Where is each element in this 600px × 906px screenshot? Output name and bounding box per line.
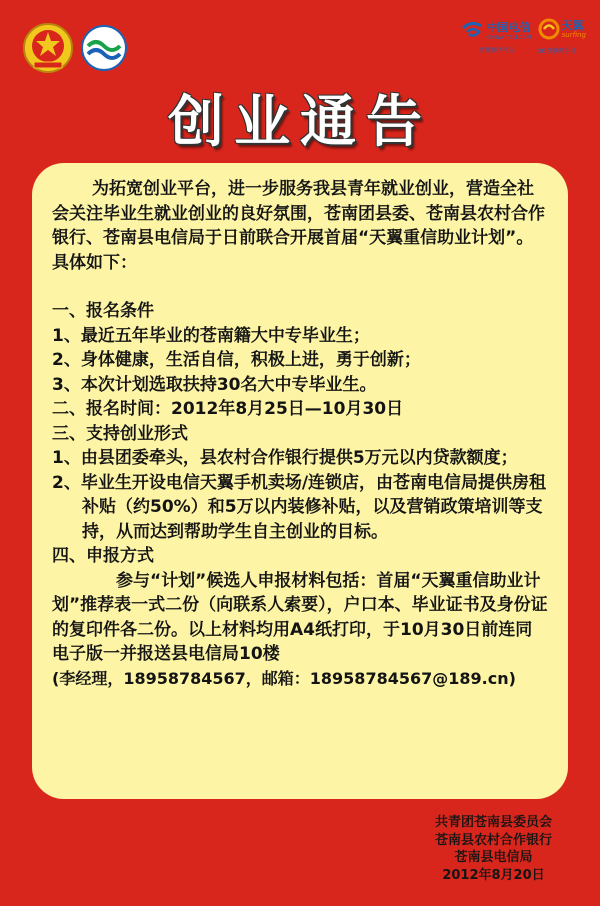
bank-logo-icon [80, 24, 128, 72]
section-4-heading: 四、申报方式 [52, 546, 154, 566]
page-title: 创业通告 [168, 90, 432, 155]
telecom-en: CHINA TELECOM [486, 35, 532, 41]
signature-org: 苍南县电信局 [454, 850, 533, 865]
section-1-item: 1、最近五年毕业的苍南籍大中专毕业生； [52, 325, 370, 346]
section-4-body: 参与“计划”候选人申报材料包括：首届“天翼重信助业计划”推荐表一式二份（向联系人索要），户口本、毕业证书及身份证的复印件各二份。以上材料均用A4纸打印，于10月30日前连同电子版一并报送县电信局10楼 [52, 570, 548, 664]
right-logos [461, 18, 586, 55]
telecom-name: 中国电信 [486, 21, 531, 34]
tianyi-swirl-icon [538, 18, 560, 40]
tianyi-en: surfing [561, 30, 586, 39]
section-3-item: 2、毕业生开设电信天翼手机卖场/连锁店，由苍南电信局提供房租补贴（约50%）和5万以内装修补贴，以及营销政策培训等支持，从而达到帮助学生自主创业的目标。 [52, 472, 547, 542]
tianyi-logo [538, 18, 586, 55]
intro-paragraph: 为拓宽创业平台，进一步服务我县青年就业创业，营造全社会关注毕业生就业创业的良好氛围，苍南团县委、苍南县农村合作银行、苍南县电信局于日前联合开展首届“天翼重信助业计划”。具体如下： [52, 179, 545, 273]
signature-org: 共青团苍南县委员会 [434, 815, 552, 830]
youth-league-emblem-icon [22, 22, 74, 74]
contact-info: (李经理，18958784567，邮箱：18958784567@189.cn) [52, 668, 516, 688]
china-telecom-logo [461, 19, 531, 54]
spacer [52, 275, 548, 299]
section-1-heading: 一、报名条件 [52, 301, 154, 321]
tianyi-name: 天翼 [561, 18, 584, 32]
signature-block [435, 814, 552, 884]
left-logos [22, 22, 128, 74]
signature-org: 苍南县农村合作银行 [434, 832, 552, 848]
notice-panel [32, 163, 568, 799]
section-2-text: 二、报名时间：2012年8月25日—10月30日 [52, 399, 404, 419]
section-1-item: 3、本次计划选取扶持30名大中专毕业生。 [52, 374, 377, 395]
telecom-slogan: 世界触手可及 [478, 47, 515, 54]
section-3-item: 1、由县团委牵头，县农村合作银行提供5万元以内贷款额度； [52, 448, 518, 468]
tianyi-slogan: 3G互联网手机 [537, 48, 577, 55]
section-3-heading: 三、支持创业形式 [52, 423, 188, 444]
signature-date: 2012年8月20日 [442, 867, 545, 883]
section-1-item: 2、身体健康，生活自信，积极上进，勇于创新； [52, 350, 421, 370]
telecom-swirl-icon [461, 20, 483, 40]
